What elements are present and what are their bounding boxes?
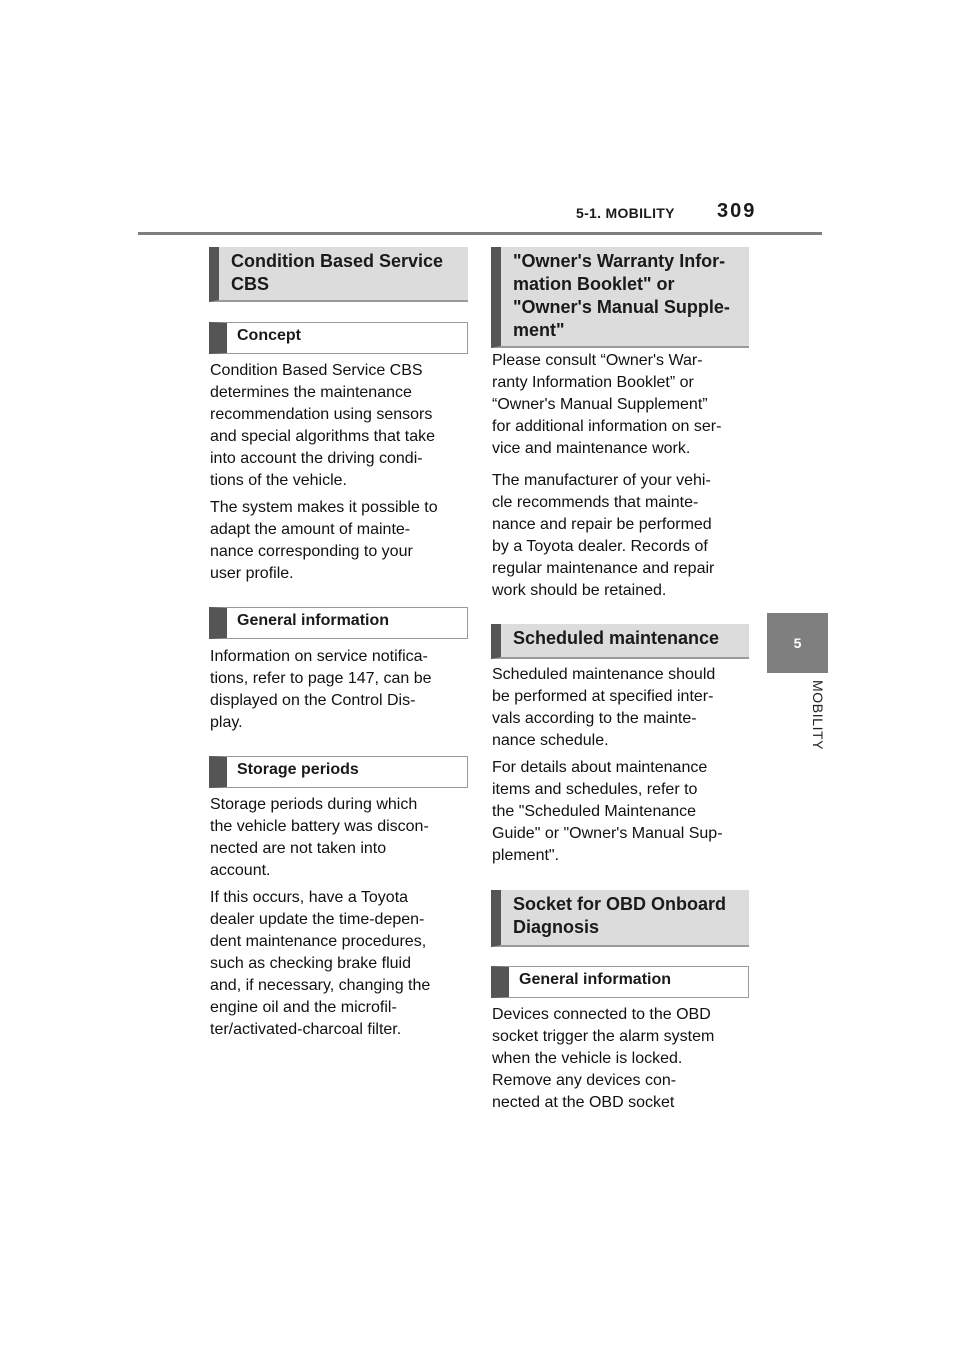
subheading-general-information: General information	[209, 607, 468, 639]
paragraph-scheduled-intervals: Scheduled maintenance should be performed at specified inter- vals according to the mainte- nance schedule.	[492, 666, 716, 749]
subheading-concept: Concept	[209, 322, 468, 354]
subheading-storage-periods: Storage periods	[209, 756, 468, 788]
page-number: 309	[717, 200, 757, 222]
paragraph-consult-booklet: Please consult “Owner's War- ranty Information Booklet” or “Owner's Manual Supplement” for additional information on ser- vice and maintenance work.	[492, 352, 722, 457]
heading-obd-socket: Socket for OBD Onboard Diagnosis	[491, 890, 749, 947]
paragraph-toyota-dealer-update: If this occurs, have a Toyota dealer update the time-depen- dent maintenance procedures, such as checking brake fluid and, if necessary, changing the engine oil and the microfil- ter/activated-charcoal filter.	[210, 889, 431, 1038]
paragraph-cbs-adapt: The system makes it possible to adapt the amount of mainte- nance corresponding to your user profile.	[210, 499, 438, 582]
paragraph-maintenance-guide: For details about maintenance items and schedules, refer to the "Scheduled Maintenance Guide" or "Owner's Manual Sup- plement".	[492, 759, 723, 864]
subheading-obd-general-information: General information	[491, 966, 749, 998]
paragraph-cbs-concept: Condition Based Service CBS determines the maintenance recommendation using sensors and special algorithms that take into account the driving condi- tions of the vehicle.	[210, 362, 436, 489]
paragraph-storage-periods: Storage periods during which the vehicle battery was discon- nected are not taken into account.	[210, 796, 429, 879]
chapter-tab-label: MOBILITY	[810, 680, 826, 751]
paragraph-manufacturer-recommends: The manufacturer of your vehi- cle recommends that mainte- nance and repair be performed by a Toyota dealer. Records of regular maintenance and repair work should be retained.	[492, 472, 715, 599]
paragraph-service-notifications: Information on service notifica- tions, refer to page 147, can be displayed on the Control Dis- play.	[210, 648, 432, 731]
header-divider	[138, 232, 822, 235]
heading-scheduled-maintenance: Scheduled maintenance	[491, 624, 749, 659]
chapter-tab-number: 5	[767, 613, 828, 673]
section-title: 5-1. MOBILITY	[576, 205, 675, 221]
heading-owners-warranty-booklet: "Owner's Warranty Infor- mation Booklet" or "Owner's Manual Supple- ment"	[491, 247, 749, 348]
paragraph-obd-alarm: Devices connected to the OBD socket trigger the alarm system when the vehicle is locked. Remove any devices con- nected at the OBD socket	[492, 1006, 715, 1111]
heading-condition-based-service: Condition Based Service CBS	[209, 247, 468, 302]
